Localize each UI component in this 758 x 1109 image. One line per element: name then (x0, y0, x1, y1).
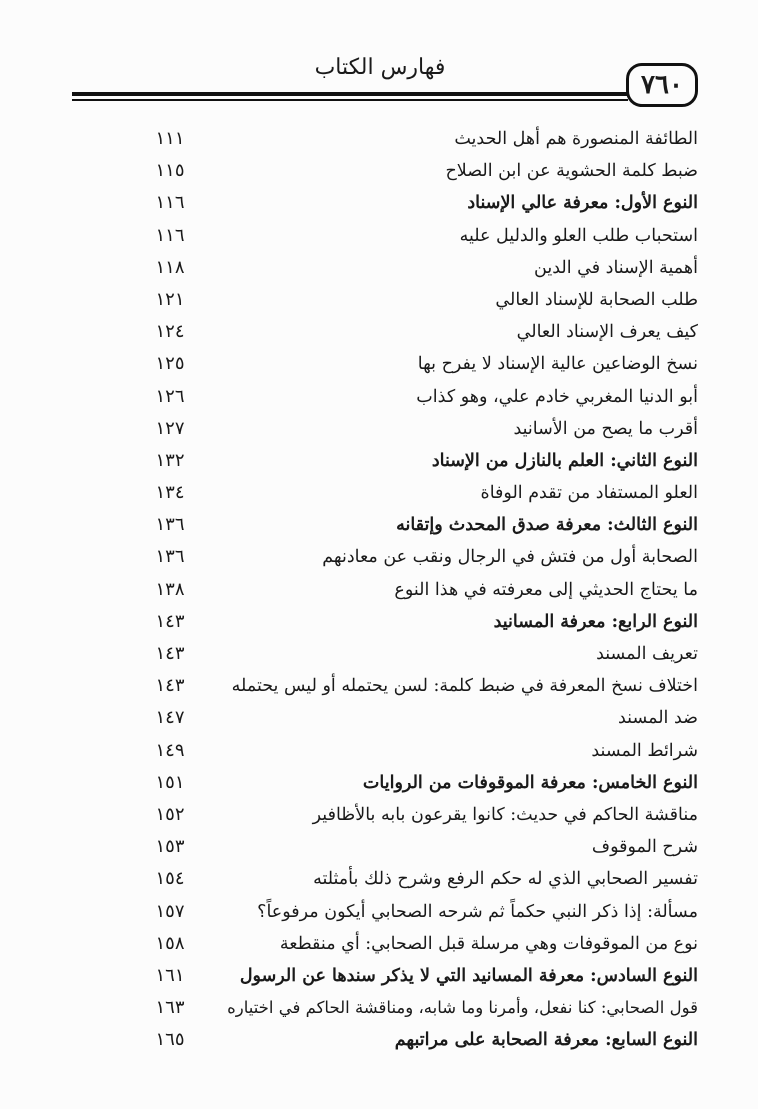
toc-entry-title: كيف يعرف الإسناد العالي (516, 322, 698, 343)
toc-page-number: ١٣٦ (155, 514, 185, 536)
toc-entry-title: ما يحتاج الحديثي إلى معرفته في هذا النوع (394, 579, 698, 600)
toc-page-number: ١٣٢ (155, 449, 185, 471)
toc-entry-row (130, 478, 698, 510)
toc-heading-row (130, 446, 698, 478)
toc-entry-title: نسخ الوضاعين عالية الإسناد لا يفرح بها (417, 354, 698, 375)
toc-page-number: ١٥٣ (155, 836, 185, 858)
toc-page-number: ١١٦ (155, 192, 185, 214)
toc-entry-title: الطائفة المنصورة هم أهل الحديث (454, 129, 698, 149)
toc-page-number: ١٦٥ (155, 1029, 185, 1051)
toc-entry-row (130, 285, 698, 317)
toc-entry-title: طلب الصحابة للإسناد العالي (495, 289, 698, 310)
toc-entry-title: شرائط المسند (591, 740, 698, 761)
page-number: ٧٦٠ (641, 70, 683, 100)
toc-entry-row (130, 382, 698, 414)
toc-heading-row (130, 961, 698, 993)
toc-page-number: ١١٥ (155, 160, 185, 182)
toc-page-number: ١٤٣ (155, 610, 185, 632)
toc-entry-title: النوع السابع: معرفة الصحابة على مراتبهم (394, 1030, 698, 1051)
toc-entry-title: النوع الرابع: معرفة المسانيد (493, 611, 698, 632)
toc-page-number: ١٥٨ (155, 932, 185, 954)
toc-entry-row (130, 832, 698, 864)
toc-entry-title: مناقشة الحاكم في حديث: كانوا يقرعون بابه بالأظافير (312, 804, 698, 825)
toc-heading-row (130, 188, 698, 220)
toc-heading-row (130, 1025, 698, 1057)
toc-entry-title: تفسير الصحابي الذي له حكم الرفع وشرح ذلك بأمثلته (313, 869, 698, 890)
toc-entry-row (130, 993, 698, 1025)
toc-page-number: ١٢٤ (155, 321, 185, 343)
toc-entry-title: ضد المسند (618, 708, 698, 729)
toc-entry-title: الصحابة أول من فتش في الرجال ونقب عن معادنهم (322, 547, 698, 568)
toc-page-number: ١٦٣ (155, 997, 185, 1019)
header-rule-thin (72, 99, 628, 101)
toc-page-number: ١٢٧ (155, 417, 185, 439)
toc-entry-title: النوع الثالث: معرفة صدق المحدث وإتقانه (396, 515, 698, 536)
toc-heading-row (130, 607, 698, 639)
toc-entry-title: ضبط كلمة الحشوية عن ابن الصلاح (445, 161, 698, 182)
toc-entry-title: العلو المستفاد من تقدم الوفاة (480, 483, 698, 504)
toc-page-number: ١٢٦ (155, 385, 185, 407)
toc-entry-row (130, 703, 698, 735)
toc-entry-title: قول الصحابي: كنا نفعل، وأمرنا وما شابه، ومناقشة الحاكم في اختياره (227, 998, 698, 1018)
toc-entry-row (130, 864, 698, 896)
toc-entry-row (130, 736, 698, 768)
toc-entry-title: استحباب طلب العلو والدليل عليه (459, 225, 698, 246)
toc-entry-row (130, 317, 698, 349)
toc-page-number: ١٣٨ (155, 578, 185, 600)
toc-entry-row (130, 800, 698, 832)
toc-entry-title: شرح الموقوف (591, 837, 698, 858)
header-title: فهارس الكتاب (314, 55, 446, 80)
toc-page-number: ١٥١ (155, 771, 185, 793)
toc-page-number: ١٦١ (155, 964, 185, 986)
toc-page-number: ١٥٢ (155, 803, 185, 825)
header-rule-thick (72, 92, 628, 96)
toc-entry-row (130, 156, 698, 188)
toc-entry-title: النوع الخامس: معرفة الموقوفات من الروايات (362, 772, 698, 793)
toc-page-number: ١٤٣ (155, 675, 185, 697)
toc-entry-row (130, 414, 698, 446)
toc-entry-row (130, 929, 698, 961)
toc-entry-title: أقرب ما يصح من الأسانيد (513, 418, 698, 439)
page-number-box (626, 63, 698, 107)
toc-page-number: ١١١ (155, 128, 185, 149)
table-of-contents (130, 124, 698, 1057)
toc-entry-row (130, 349, 698, 381)
toc-entry-row (130, 253, 698, 285)
toc-page-number: ١٤٩ (155, 739, 185, 761)
toc-page-number: ١٢٥ (155, 353, 185, 375)
toc-entry-row (130, 542, 698, 574)
toc-entry-title: تعريف المسند (596, 644, 698, 664)
toc-entry-row (130, 575, 698, 607)
toc-entry-title: أبو الدنيا المغربي خادم علي، وهو كذاب (416, 386, 698, 407)
toc-page-number: ١٥٤ (155, 868, 185, 890)
toc-page-number: ١١٨ (155, 256, 185, 278)
toc-heading-row (130, 510, 698, 542)
toc-page-number: ١٥٧ (155, 900, 185, 922)
toc-entry-row (130, 221, 698, 253)
toc-entry-title: النوع السادس: معرفة المسانيد التي لا يذكر سندها عن الرسول (239, 965, 698, 986)
toc-page-number: ١٢١ (155, 288, 185, 310)
toc-entry-title: أهمية الإسناد في الدين (534, 257, 698, 278)
toc-page-number: ١٣٤ (155, 482, 185, 504)
toc-entry-row (130, 124, 698, 156)
toc-entry-title: مسألة: إذا ذكر النبي حكماً ثم شرحه الصحابي أيكون مرفوعاً؟ (257, 901, 698, 922)
toc-entry-row (130, 897, 698, 929)
toc-entry-title: النوع الأول: معرفة عالي الإسناد (467, 193, 698, 214)
toc-page-number: ١٤٣ (155, 643, 185, 664)
toc-heading-row (130, 768, 698, 800)
toc-entry-row (130, 671, 698, 703)
toc-entry-title: نوع من الموقوفات وهي مرسلة قبل الصحابي: أي منقطعة (279, 933, 698, 954)
toc-page-number: ١١٦ (155, 224, 185, 246)
toc-entry-title: النوع الثاني: العلم بالنازل من الإسناد (431, 450, 698, 471)
toc-page-number: ١٣٦ (155, 546, 185, 568)
toc-page-number: ١٤٧ (155, 707, 185, 729)
toc-entry-title: اختلاف نسخ المعرفة في ضبط كلمة: لسن يحتمله أو ليس يحتمله (231, 676, 698, 697)
toc-entry-row (130, 639, 698, 671)
